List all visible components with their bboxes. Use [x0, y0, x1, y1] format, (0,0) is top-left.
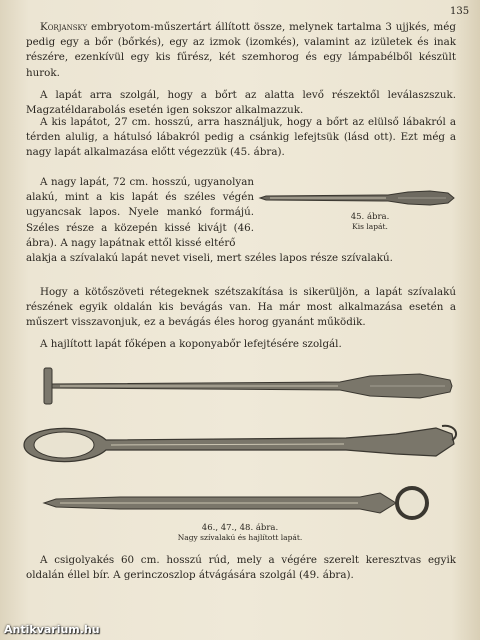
paragraph-korjansky-text: embryotom-műszertárt állított össze, melynek tartalma 3 ujjkés, még pedig egy a bőr (bőrkés), egy az izmok (izomkés), valamint az izületek és inak részére, ezenkívül egy kis fűrész, két szemhorog és egy lámpabélből készült hurok.	[26, 21, 456, 79]
paragraph-hajlitott: A hajlított lapát főképen a koponyabőr lefejtésére szolgál.	[40, 338, 342, 350]
watermark-logo: Antikvarium.hu	[4, 623, 100, 636]
paragraph-nagy-lapat: A nagy lapát, 72 cm. hosszú, ugyanolyan alakú, mint a kis lapát és széles végén ugyancsak lapos. Nyele mankó formájú. Széles része a közepén kissé kivájt (46. ábra). A nagy lapátnak ettől kissé eltérő	[26, 176, 254, 249]
paragraph-szivalaku: alakja a szívalakú lapát nevet viseli, mert széles lapos része szívalakú.	[26, 252, 393, 264]
page-number: 135	[450, 6, 470, 17]
figure-46-48-number: 46., 47., 48. ábra.	[201, 523, 279, 533]
paragraph-csigolyakes: A csigolyakés 60 cm. hosszú rúd, mely a végére szerelt keresztvas egyik oldalán éllel bír. A gerinczoszlop átvágására szolgál (49. ábra).	[26, 554, 456, 582]
figure-48-ring-handle-spatula	[40, 485, 440, 521]
figure-45-caption	[300, 212, 440, 231]
author-name: Korjansky	[40, 21, 88, 33]
figure-47-loop-handle-spatula	[16, 418, 462, 472]
figure-46-t-handle-spatula	[40, 366, 460, 406]
figure-46-48-title: Nagy szívalakú és hajlított lapát.	[177, 533, 303, 542]
figure-46-48-caption	[120, 523, 360, 542]
figure-45-title: Kis lapát.	[352, 222, 388, 231]
paragraph-bevagas: Hogy a kötőszöveti rétegeknek szétszakítása is sikerüljön, a lapát szívalakú részének egyik oldalán kis bevágás van. Ha már most alkalmazása esetén a műszert visszavonjuk, ez a bevágás éles horog gyanánt működik.	[26, 286, 456, 329]
paragraph-lapat: A lapát arra szolgál, hogy a bőrt az alatta levő részektől leválaszszuk. Magzatéldarabolás esetén igen sokszor alkalmazzuk.	[26, 89, 456, 117]
figure-45-number: 45. ábra.	[350, 212, 390, 222]
figure-45-small-spatula	[258, 186, 458, 210]
paragraph-kis-lapat: A kis lapátot, 27 cm. hosszú, arra használjuk, hogy a bőrt az elülső lábakról a térden alulig, a hátulsó lábakról pedig a csánkig lefejtsük (lásd ott). Ezt még a nagy lapát alkalmazása előtt végezzük (45. ábra).	[26, 116, 456, 159]
paragraph-korjansky	[26, 20, 456, 81]
